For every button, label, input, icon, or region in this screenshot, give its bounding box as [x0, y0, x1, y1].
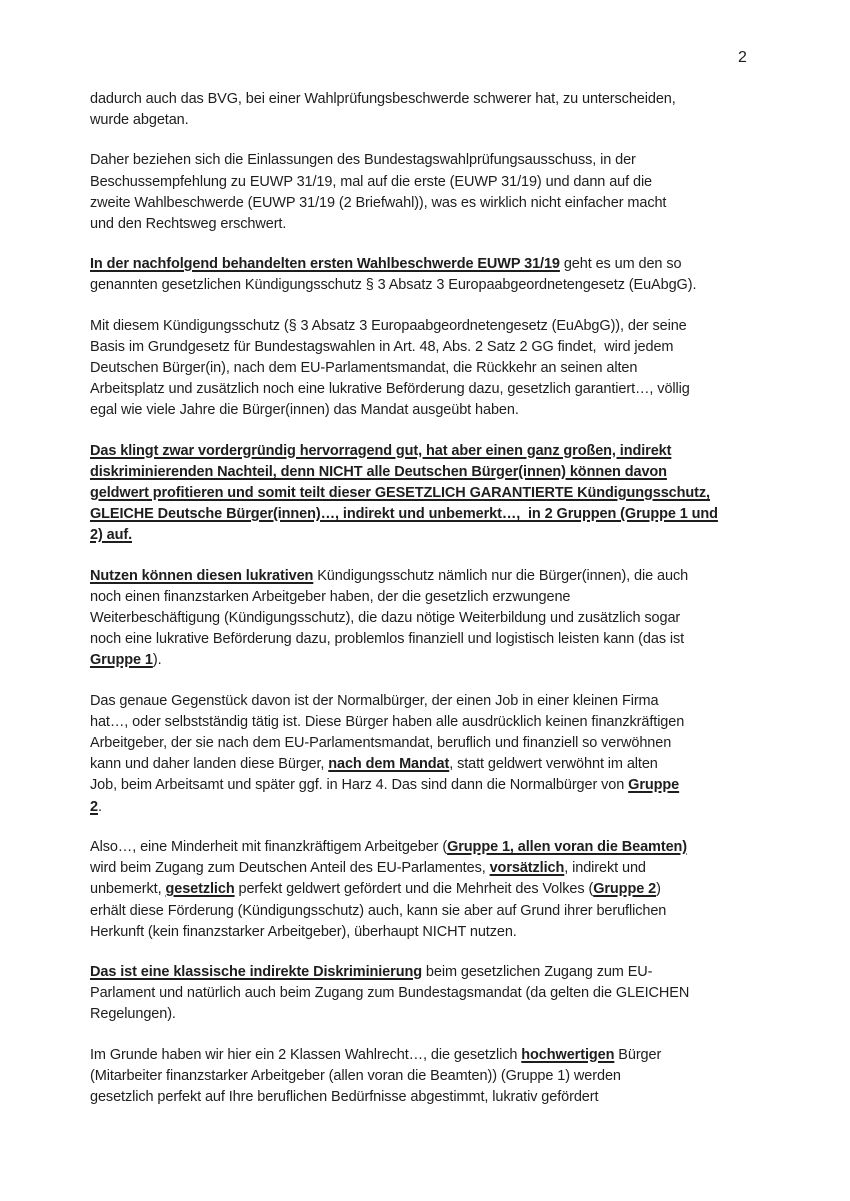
text-line	[90, 193, 790, 214]
emphasized-text: 2	[90, 798, 98, 815]
paragraph	[90, 837, 790, 943]
emphasized-text: GLEICHE Deutsche Bürger(innen)…, indirekt und unbemerkt…, in 2 Gruppen (Gruppe 1 und	[90, 506, 718, 523]
paragraph	[90, 1045, 790, 1109]
body-text: , statt geldwert verwöhnt im alten	[449, 756, 658, 773]
emphasized-text: Gruppe 1	[90, 652, 153, 669]
text-line	[90, 837, 790, 858]
body-text: Weiterbeschäftigung (Kündigungsschutz), die dazu nötige Weiterbildung und zusätzlich sogar	[90, 610, 681, 627]
paragraph	[90, 691, 790, 818]
text-line	[90, 629, 790, 650]
text-line	[90, 983, 790, 1004]
text-line	[90, 733, 790, 754]
paragraph	[90, 441, 790, 547]
body-text: .	[97, 798, 102, 815]
body-text: kann und daher landen diese Bürger,	[90, 756, 329, 773]
body-text: Kündigungsschutz nämlich nur die Bürger(innen), die auch	[313, 567, 689, 584]
emphasized-text: Gruppe 1, allen voran die Beamten)	[447, 838, 688, 855]
body-text: Arbeitsplatz und zusätzlich noch eine lukrative Beförderung dazu, gesetzlich garantiert…, völlig	[90, 381, 690, 398]
body-text: Regelungen).	[90, 1006, 176, 1023]
emphasized-text: Das ist eine klassische indirekte Diskriminierung	[90, 963, 422, 980]
text-line	[90, 214, 790, 235]
body-text: beim gesetzlichen Zugang zum EU-	[421, 963, 653, 980]
body-text: Beschussempfehlung zu EUWP 31/19, mal auf die erste (EUWP 31/19) und dann auf die	[90, 173, 653, 190]
body-text: Das genaue Gegenstück davon ist der Normalbürger, der einen Job in einer kleinen Firma	[90, 692, 659, 709]
body-text: unbemerkt,	[90, 881, 166, 898]
text-line	[90, 504, 790, 525]
text-line	[90, 901, 790, 922]
text-line	[90, 712, 790, 733]
body-text: (Mitarbeiter finanzstarker Arbeitgeber (allen voran die Beamten)) (Gruppe 1) werden	[90, 1067, 621, 1084]
page-number: 2	[738, 49, 747, 66]
document-body	[90, 89, 790, 1127]
body-text: ).	[152, 652, 162, 669]
text-line	[90, 275, 790, 296]
text-line	[90, 89, 790, 110]
text-line	[90, 483, 790, 504]
body-text: Im Grunde haben wir hier ein 2 Klassen Wahlrecht…, die gesetzlich	[90, 1046, 522, 1063]
emphasized-text: Gruppe 2	[593, 881, 657, 898]
body-text: Deutschen Bürger(in), nach dem EU-Parlamentsmandat, die Rückkehr an seinen alten	[90, 360, 638, 377]
emphasized-text: Gruppe	[628, 777, 680, 794]
text-line	[90, 379, 790, 400]
paragraph	[90, 962, 790, 1026]
text-line	[90, 400, 790, 421]
text-line	[90, 587, 790, 608]
paragraph	[90, 150, 790, 235]
paragraph	[90, 89, 790, 131]
emphasized-text: In der nachfolgend behandelten ersten Wahlbeschwerde EUWP 31/19	[90, 256, 560, 273]
body-text: zweite Wahlbeschwerde (EUWP 31/19 (2 Briefwahl)), was es wirklich nicht einfacher macht	[90, 194, 667, 211]
body-text: Bürger	[614, 1046, 662, 1063]
text-line	[90, 691, 790, 712]
body-text: egal wie viele Jahre die Bürger(innen) das Mandat ausgeübt haben.	[90, 402, 519, 419]
body-text: Basis im Grundgesetz für Bundestagswahlen in Art. 48, Abs. 2 Satz 2 GG findet, wird jedem	[90, 338, 674, 355]
paragraph	[90, 566, 790, 672]
text-line	[90, 1087, 790, 1108]
body-text: Job, beim Arbeitsamt und später ggf. in Harz 4. Das sind dann die Normalbürger von	[90, 777, 629, 794]
emphasized-text: gesetzlich	[165, 881, 235, 898]
text-line	[90, 962, 790, 983]
body-text: perfekt geldwert gefördert und die Mehrheit des Volkes (	[234, 881, 594, 898]
body-text: wird beim Zugang zum Deutschen Anteil des EU-Parlamentes,	[90, 860, 490, 877]
emphasized-text: geldwert profitieren und somit teilt dieser GESETZLICH GARANTIERTE Kündigungsschutz,	[90, 485, 710, 502]
text-line	[90, 150, 790, 171]
text-line	[90, 858, 790, 879]
emphasized-text: diskriminierenden Nachteil, denn NICHT alle Deutschen Bürger(innen) können davon	[90, 463, 667, 480]
text-line	[90, 441, 790, 462]
text-line	[90, 608, 790, 629]
body-text: erhält diese Förderung (Kündigungsschutz) auch, kann sie aber auf Grund ihrer beruflichen	[90, 902, 667, 919]
body-text: Also…, eine Minderheit mit finanzkräftigem Arbeitgeber (	[90, 838, 448, 855]
body-text: dadurch auch das BVG, bei einer Wahlprüfungsbeschwerde schwerer hat, zu unterscheiden,	[90, 91, 676, 107]
text-line	[90, 879, 790, 900]
body-text: Arbeitgeber, der sie nach dem EU-Parlamentsmandat, beruflich und finanziell so verwöhnen	[90, 735, 672, 752]
text-line	[90, 922, 790, 943]
paragraph	[90, 316, 790, 422]
body-text: geht es um den so	[559, 256, 682, 273]
text-line	[90, 797, 790, 818]
paragraph	[90, 254, 790, 296]
body-text: wurde abgetan.	[90, 112, 189, 129]
text-line	[90, 110, 790, 131]
text-line	[90, 754, 790, 775]
text-line	[90, 1004, 790, 1025]
body-text: , indirekt und	[564, 860, 646, 877]
body-text: Daher beziehen sich die Einlassungen des Bundestagswahlprüfungsausschuss, in der	[90, 152, 636, 169]
text-line	[90, 525, 790, 546]
body-text: noch eine lukrative Beförderung dazu, problemlos finanziell und logistisch leisten kann (das ist	[90, 631, 685, 648]
body-text: Parlament und natürlich auch beim Zugang zum Bundestagsmandat (da gelten die GLEICHEN	[90, 985, 690, 1002]
body-text: und den Rechtsweg erschwert.	[90, 216, 287, 233]
text-line	[90, 254, 790, 275]
body-text: hat…, oder selbstständig tätig ist. Diese Bürger haben alle ausdrücklich keinen finanzkräftigen	[90, 713, 685, 730]
text-line	[90, 650, 790, 671]
body-text: Herkunft (kein finanzstarker Arbeitgeber), überhaupt NICHT nutzen.	[90, 923, 517, 940]
text-line	[90, 462, 790, 483]
emphasized-text: nach dem Mandat	[328, 756, 450, 773]
emphasized-text: Nutzen können diesen lukrativen	[90, 567, 314, 584]
body-text: genannten gesetzlichen Kündigungsschutz § 3 Absatz 3 Europaabgeordnetengesetz (EuAbgG).	[90, 277, 697, 294]
text-line	[90, 566, 790, 587]
text-line	[90, 1066, 790, 1087]
text-line	[90, 358, 790, 379]
text-line	[90, 172, 790, 193]
emphasized-text: Das klingt zwar vordergründig hervorragend gut, hat aber einen ganz großen, indirekt	[90, 442, 672, 459]
text-line	[90, 316, 790, 337]
emphasized-text: vorsätzlich	[489, 860, 565, 877]
text-line	[90, 1045, 790, 1066]
body-text: Mit diesem Kündigungsschutz (§ 3 Absatz 3 Europaabgeordnetengesetz (EuAbgG)), der seine	[90, 317, 687, 334]
body-text: gesetzlich perfekt auf Ihre beruflichen Bedürfnisse abgestimmt, lukrativ gefördert	[90, 1088, 599, 1105]
emphasized-text: hochwertigen	[521, 1046, 615, 1063]
body-text: noch einen finanzstarken Arbeitgeber haben, der die gesetzlich erzwungene	[90, 588, 571, 605]
emphasized-text: 2) auf.	[90, 527, 133, 544]
body-text: )	[656, 881, 661, 898]
text-line	[90, 775, 790, 796]
text-line	[90, 337, 790, 358]
